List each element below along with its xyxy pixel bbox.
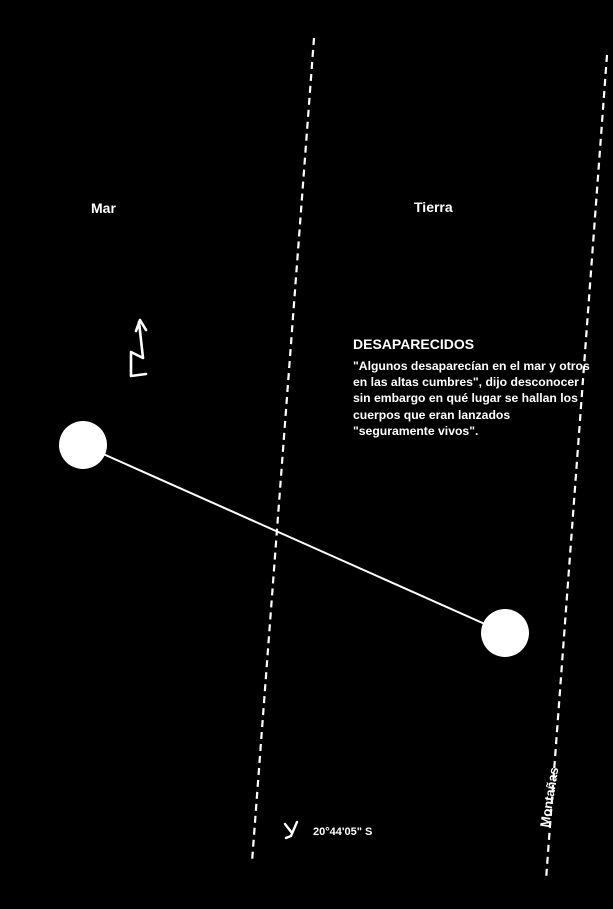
north-arrow-icon xyxy=(131,320,146,376)
y-glyph-icon xyxy=(285,822,297,838)
mountains-label: Montañas xyxy=(537,766,562,829)
land-label: Tierra xyxy=(414,199,453,215)
sea-point-marker xyxy=(59,421,107,469)
annotation-title: DESAPARECIDOS xyxy=(353,336,475,352)
connection-line xyxy=(83,445,505,633)
latitude-coordinate: 20°44'05" S xyxy=(313,826,373,838)
mountain-boundary-dashed-line xyxy=(546,55,607,880)
mountain-point-marker xyxy=(481,609,529,657)
sea-label: Mar xyxy=(91,200,116,216)
coastline-dashed-line xyxy=(252,38,314,862)
annotation-quote: "Algunos desaparecían en el mar y otros en las altas cumbres", dijo desconocer sin embargo en qué lugar se hallan los cuerpos que eran lanzados "seguramente vivos". xyxy=(353,359,590,438)
